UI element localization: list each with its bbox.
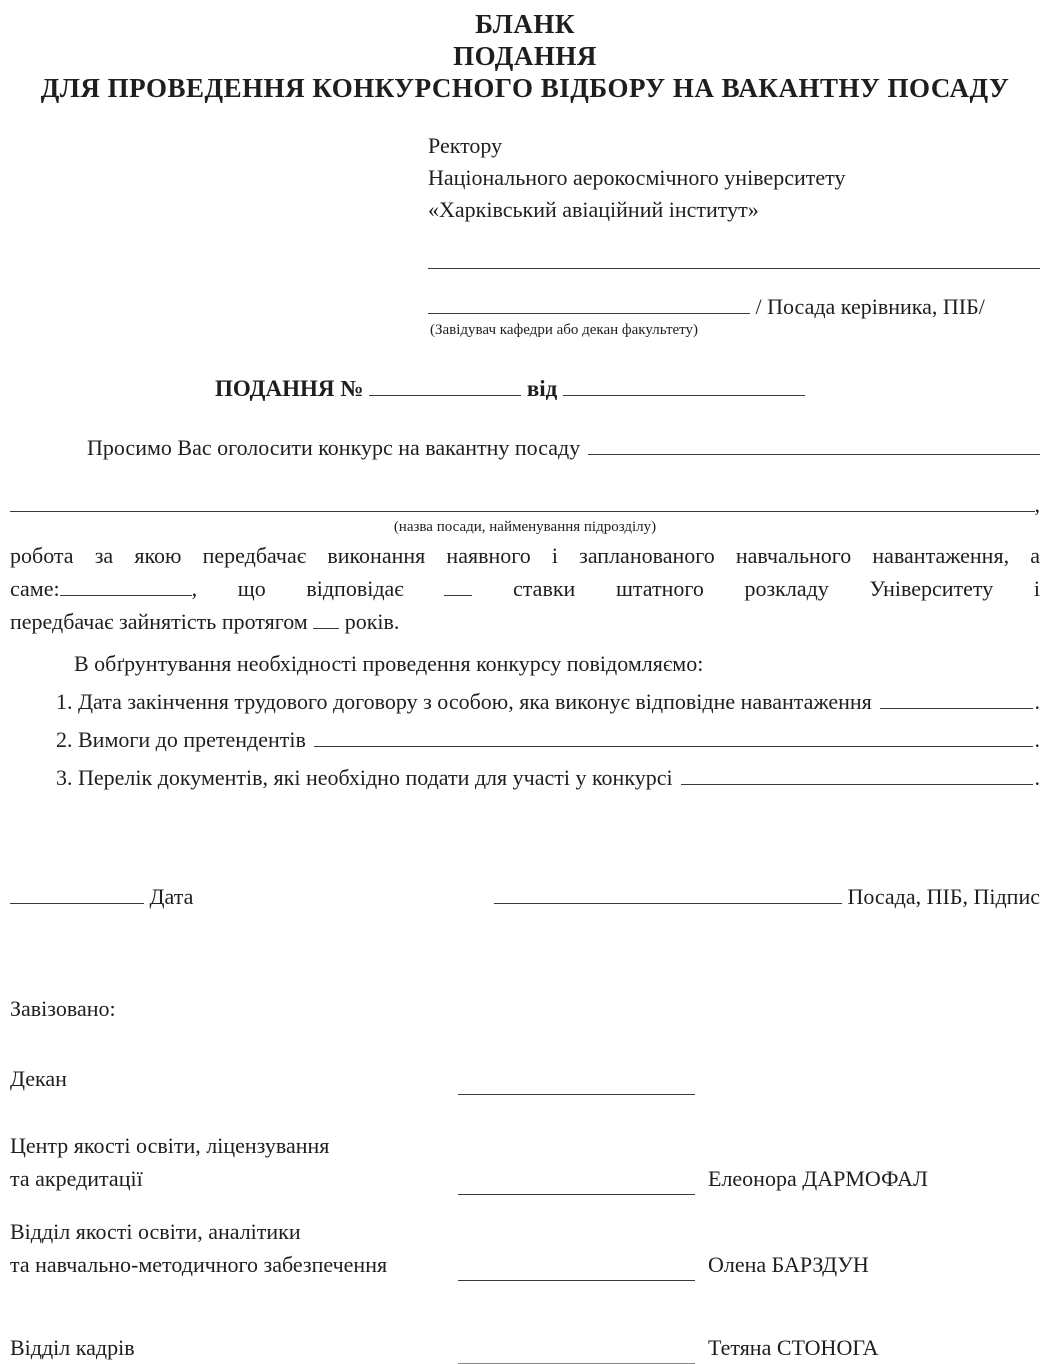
staff-schedule-label: ставки штатного розкладу Університету і: [513, 576, 1040, 601]
position-holder-caption: (Завідувач кафедри або декан факультету): [430, 322, 699, 338]
item-2-blank: [314, 726, 1033, 747]
position-name-blank: [60, 575, 192, 596]
title-line-2: ПОДАННЯ: [453, 41, 597, 71]
visa-role-quality-dept-line2: та навчально-методичного забезпечення: [10, 1252, 388, 1277]
visa-role-dean-line1: Декан: [10, 1066, 67, 1091]
justification-item-3: [10, 764, 1040, 791]
rate-blank: [444, 575, 472, 596]
submission-number-label: ПОДАННЯ №: [215, 376, 364, 401]
submission-number-blank: [369, 375, 521, 396]
vacancy-title-continuation: [10, 491, 1040, 518]
visa-blank-hr: [458, 1333, 695, 1364]
position-holder-label: / Посада керівника, ПІБ/: [755, 294, 985, 319]
workload-line-3: [10, 605, 1040, 638]
addressee-institute: «Харківський авіаційний інститут»: [428, 197, 759, 222]
visa-role-quality-dept-line1: Відділ якості освіти, аналітики: [10, 1219, 301, 1244]
vacancy-caption: (назва посади, найменування підрозділу): [393, 519, 657, 535]
date-blank: [10, 883, 144, 904]
visa-name-quality-center: Елеонора ДАРМОФАЛ: [708, 1166, 928, 1191]
signature-blank: [494, 883, 842, 904]
item-2-period: .: [1034, 727, 1040, 752]
years-label: років.: [344, 609, 400, 634]
visa-role-hr-line1: Відділ кадрів: [10, 1335, 135, 1360]
workload-line-1: робота за якою передбачає виконання наявного і запланованого навчального навантаження, а: [10, 543, 1040, 568]
item-1-blank: [880, 688, 1033, 709]
position-holder-blank: [428, 293, 750, 314]
same-label: саме:: [10, 576, 60, 601]
date-group: [10, 883, 193, 910]
request-row: [10, 434, 1040, 461]
visa-role-quality-center-line2: та акредитації: [10, 1166, 143, 1191]
addressee-block: [428, 130, 1040, 226]
document-title: [10, 8, 1040, 104]
visa-name-hr: Тетяна СТОНОГА: [708, 1335, 879, 1360]
visa-row-hr: [10, 1331, 1040, 1364]
position-signature-label: Посада, ПІБ, Підпис: [847, 884, 1040, 909]
workload-paragraph: [10, 539, 1040, 638]
vacancy-title-blank-2: [10, 491, 1035, 512]
justification-item-2: [10, 726, 1040, 753]
visa-row-quality-dept: [10, 1215, 1040, 1281]
workload-line-2: [10, 572, 1040, 605]
justification-intro: В обґрунтування необхідності проведення конкурсу повідомляємо:: [74, 651, 704, 676]
date-label: Дата: [149, 884, 194, 909]
visa-role-hr: [10, 1331, 458, 1364]
employment-label: передбачає зайнятість протягом: [10, 609, 308, 634]
visas-heading: Завізовано:: [10, 996, 116, 1021]
title-line-3: ДЛЯ ПРОВЕДЕННЯ КОНКУРСНОГО ВІДБОРУ НА ВАКАНТНУ ПОСАДУ: [40, 73, 1010, 103]
item-1-period: .: [1034, 689, 1040, 714]
item-1-text: 1. Дата закінчення трудового договору з особою, яка виконує відповідне навантаження: [56, 689, 872, 714]
submission-date-blank: [563, 375, 805, 396]
submission-number-row: [215, 375, 1040, 402]
item-3-text: 3. Перелік документів, які необхідно подати для участі у конкурсі: [56, 765, 673, 790]
request-intro: Просимо Вас оголосити конкурс на вакантну посаду: [87, 435, 581, 460]
visa-name-quality-dept: Олена БАРЗДУН: [708, 1252, 869, 1277]
justification-item-1: [10, 688, 1040, 715]
years-blank: [313, 608, 339, 629]
visa-role-quality-center-line1: Центр якості освіти, ліцензування: [10, 1133, 330, 1158]
corresponds-label: , що відповідає: [191, 576, 404, 601]
position-holder-row: [428, 293, 1040, 320]
addressee-blank-line: [428, 226, 1040, 269]
submission-from-label: від: [526, 376, 558, 401]
item-3-blank: [681, 764, 1033, 785]
signature-row: [10, 883, 1040, 910]
visa-role-quality-center: [10, 1129, 458, 1195]
item-3-period: .: [1034, 765, 1040, 790]
addressee-role: Ректору: [428, 133, 503, 158]
visa-blank-dean: [458, 1064, 695, 1095]
visa-blank-quality-dept: [458, 1250, 695, 1281]
addressee-university: Національного аерокосмічного університету: [428, 165, 846, 190]
visa-blank-quality-center: [458, 1164, 695, 1195]
position-signature-group: [494, 883, 1040, 910]
visa-role-quality-dept: [10, 1215, 458, 1281]
visa-role-dean: [10, 1062, 458, 1095]
vacancy-title-blank: [588, 434, 1040, 455]
visa-row-dean: [10, 1062, 1040, 1095]
item-2-text: 2. Вимоги до претендентів: [56, 727, 306, 752]
title-line-1: БЛАНК: [475, 9, 575, 39]
visa-row-quality-center: [10, 1129, 1040, 1195]
comma: ,: [1034, 492, 1040, 517]
